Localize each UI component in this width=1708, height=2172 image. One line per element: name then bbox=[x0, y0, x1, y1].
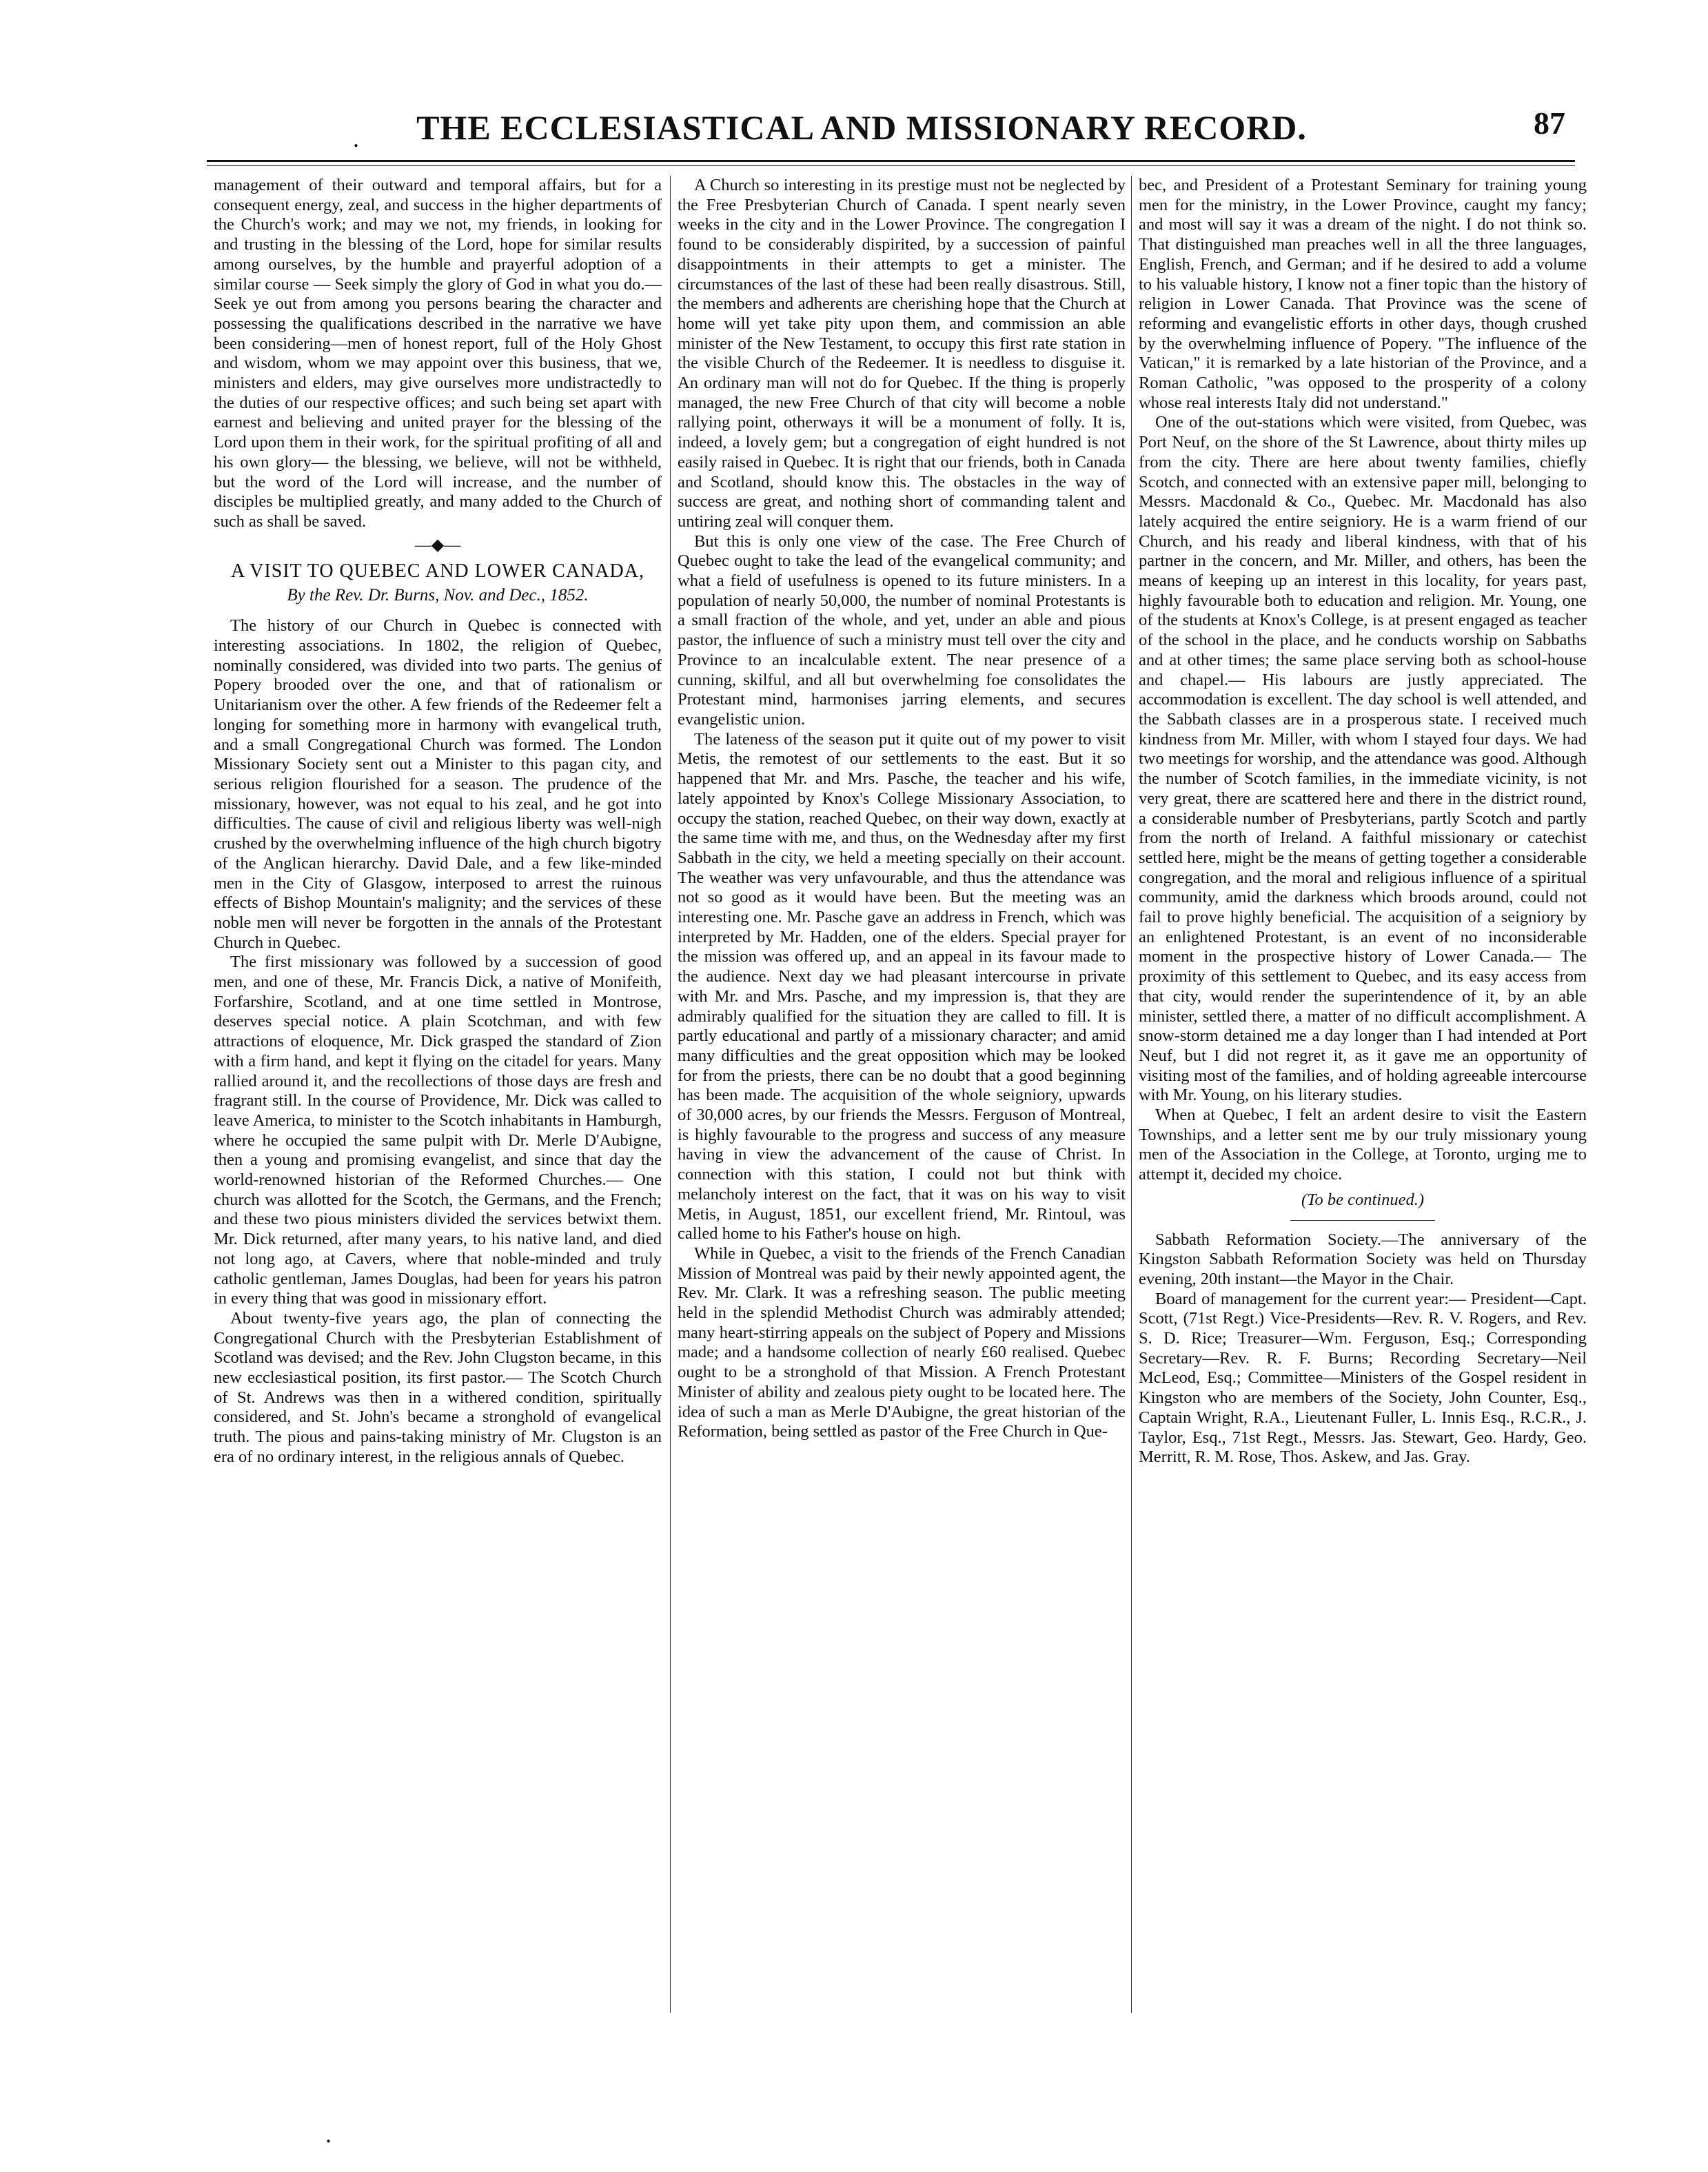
article-title: A VISIT TO QUEBEC AND LOWER CANADA, bbox=[231, 560, 644, 582]
margin-dot: . bbox=[353, 125, 359, 152]
column-right bbox=[1139, 176, 1587, 1468]
paragraph: The lateness of the season put it quite out of my power to visit Metis, the remotest of our settlements to the east. But it so happened that Mr. and Mrs. Pasche, the teacher and his wife, lately appointed by Knox's College Missionary Association, to occupy the station, reached Quebec, on their way down, exactly at the same time with me, and thus, on the Wednesday after my first Sabbath in the city, we held a meeting specially on their account. The weather was very unfavourable, and thus the attendance was not so good as it would have been. But the meeting was an interesting one. Mr. Pasche gave an address in French, which was interpreted by Mr. Hadden, one of the elders. Special prayer for the mission was offered up, and an appeal in its favour made to the audience. Next day we had pleasant intercourse in private with Mr. and Mrs. Pasche, and my impression is, that they are admirably qualified for the situation they are called to fill. It is partly educational and partly of a missionary character; and amid many difficulties and the great opposition which may be looked for from the priests, there can be no doubt that a good beginning has been made. The acquisition of the whole seigniory, upwards of 30,000 acres, by our friends the Messrs. Ferguson of Montreal, is highly favourable to the progress and success of any measure having in view the advancement of the cause of Christ. In connection with this station, I could not but think with melancholy interest on the fact, that it was on his way to visit Metis, in August, 1851, our excellent friend, Mr. Rintoul, was called home to his Father's house on high. bbox=[678, 729, 1126, 1244]
header-rule-thin bbox=[207, 165, 1575, 166]
paragraph: The first missionary was followed by a succession of good men, and one of these, Mr. Francis Dick, a native of Monifeith, Forfarshire, Scotland, and at one time settled in Montrose, deserves special notice. A plain Scotchman, and with few attractions of eloquence, Mr. Dick grasped the standard of Zion with a firm hand, and kept it flying on the citadel for years. Many rallied around it, and the recollections of those days are fresh and fragrant still. In the course of Providence, Mr. Dick was called to leave America, to minister to the Scotch inhabitants in Hamburgh, where he occupied the same pulpit with Dr. Merle D'Aubigne, then a young and promising evangelist, and since that day the world-renowned historian of the Reformed Churches.— One church was allotted for the Scotch, the Germans, and the French; and these two pious ministers divided the services betwixt them. Mr. Dick returned, after many years, to his native land, and died not long ago, at Cavers, where that noble-minded and truly catholic gentleman, James Douglas, had been for years his patron in every thing that was good in missionary effort. bbox=[214, 953, 662, 1308]
column-divider-left bbox=[670, 176, 671, 2013]
column-left bbox=[214, 176, 662, 1468]
paragraph: One of the out-stations which were visited, from Quebec, was Port Neuf, on the shore of the St Lawrence, about thirty miles up from the city. There are here about twenty families, chiefly Scotch, and connected with an extensive paper mill, belonging to Messrs. Macdonald & Co., Quebec. Mr. Macdonald has also lately acquired the entire seigniory. He is a warm friend of our Church, and his ready and liberal kindness, with that of his partner in the concern, and Mr. Miller, and others, has been the means of keeping up an interest in this locality, for years past, highly favourable both to education and religion. Mr. Young, one of the students at Knox's College, is at present engaged as teacher of the school in the place, and he conducts worship on Sabbaths and at other times; the same place serving both as school-house and chapel.— His labours are justly appreciated. The accommodation is excellent. The day school is well attended, and the Sabbath classes are in a prosperous state. I received much kindness from Mr. Miller, with whom I stayed four days. We had two meetings for worship, and the attendance was good. Although the number of Scotch families, in the immediate vicinity, is not very great, there are scattered here and there in the district round, a considerable number of Presbyterians, partly Scotch and partly from the north of Ireland. A faithful missionary or catechist settled here, might be the means of getting together a considerable congregation, and the moral and religious influence of a spiritual community, amid the darkness which broods around, could not fail to prove highly beneficial. The acquisition of a seigniory by an enlightened Protestant, is an event of no inconsiderable moment in the prospective history of Lower Canada.— The proximity of this settlement to Quebec, and its easy access from that city, would render the superintendence of it, by an able minister, settled there, a matter of no difficult accomplishment. A snow-storm detained me a day longer than I had intended at Port Neuf, but I did not regret it, as it gave me an opportunity of visiting most of the families, and of holding agreeable intercourse with Mr. Young, on his literary studies. bbox=[1139, 413, 1587, 1105]
paragraph: When at Quebec, I felt an ardent desire to visit the Eastern Townships, and a letter sent me by our truly missionary young men of the Association in the College, at Toronto, urging me to attempt it, decided my choice. bbox=[1139, 1106, 1587, 1184]
page-number: 87 bbox=[1534, 105, 1565, 141]
notice-paragraph: Sabbath Reformation Society.—The anniversary of the Kingston Sabbath Reformation Society was held on Thursday evening, 20th instant—the Mayor in the Chair. bbox=[1139, 1230, 1587, 1288]
margin-dot: . bbox=[325, 2120, 332, 2148]
notice-paragraph: Board of management for the current year:— President—Capt. Scott, (71st Regt.) Vice-Presidents—Rev. R. V. Rogers, and Rev. S. D. Rice; Treasurer—Wm. Ferguson, Esq.; Corresponding Secretary—Rev. R. F. Burns; Recording Secretary—Neil McLeod, Esq.; Committee—Ministers of the Gospel resident in Kingston who are members of the Society, John Counter, Esq., Captain Wright, R.A., Lieutenant Fuller, L. Innis Esq., R.C.R., J. Taylor, Esq., 71st Regt., Messrs. Jas. Stewart, Geo. Hardy, Geo. Merritt, R. M. Rose, Thos. Askew, and Jas. Gray. bbox=[1139, 1289, 1587, 1467]
article-byline: By the Rev. Dr. Burns, Nov. and Dec., 1852. bbox=[287, 585, 589, 605]
paragraph: But this is only one view of the case. The Free Church of Quebec ought to take the lead of the evangelical community; and what a field of usefulness is opened to its future ministers. In a population of nearly 50,000, the number of nominal Protestants is a small fraction of the whole, and yet, under an able and pious pastor, the influence of such a ministry must tell over the city and Province to an incalculable extent. The near presence of a cunning, skilful, and all but overwhelming foe consolidates the Protestant mind, harmonises jarring elements, and secures evangelistic union. bbox=[678, 531, 1126, 729]
paragraph: While in Quebec, a visit to the friends of the French Canadian Mission of Montreal was paid by their newly appointed agent, the Rev. Mr. Clark. It was a refreshing season. The public meeting held in the splendid Methodist Church was admirably attended; many heart-stirring appeals on the subject of Popery and Missions made; and a handsome collection of nearly £60 realised. Quebec ought to be a stronghold of that Mission. A French Protestant Minister of ability and zealous piety ought to be located here. The idea of such a man as Merle D'Aubigne, the great historian of the Reformation, being settled as pastor of the Free Church in Que- bbox=[678, 1244, 1126, 1441]
paragraph: bec, and President of a Protestant Seminary for training young men for the ministry, in the Lower Province, caught my fancy; and most will say it was a dream of the night. I do not think so. That distinguished man preaches well in all the three languages, English, French, and German; and if he desired to add a volume to his valuable history, I know not a finer topic than the history of religion in Lower Canada. That Province was the scene of reforming and evangelistic efforts in other days, though crushed by the overwhelming influence of Popery. "The influence of the Vatican," it is remarked by a late historian of the Province, and a Roman Catholic, "was opposed to the prosperity of a colony whose real interests Italy did not understand." bbox=[1139, 176, 1587, 412]
to-be-continued: (To be continued.) bbox=[1301, 1190, 1425, 1209]
page-header-title: THE ECCLESIASTICAL AND MISSIONARY RECORD. bbox=[416, 108, 1307, 147]
section-divider bbox=[1290, 1220, 1435, 1221]
paragraph: management of their outward and temporal affairs, but for a consequent energy, zeal, and success in the higher departments of the Church's work; and may we not, my friends, in looking for and trusting in the blessing of the Lord, hope for similar results among ourselves, by the humble and prayerful adoption of a similar course — Seek simply the glory of God in what you do.— Seek ye out from among you persons bearing the character and possessing the qualifications described in the narrative we have been considering—men of honest report, full of the Holy Ghost and wisdom, whom we may appoint over this business, that we, ministers and elders, may give ourselves more undistractedly to the duties of our respective offices; and such being set apart with earnest and believing and united prayer for the blessing of the Lord upon them in their work, for the spiritual profiting of all and his own glory— the blessing, we believe, will not be withheld, but the word of the Lord will increase, and the number of disciples be multiplied greatly, and many added to the Church of such as shall be saved. bbox=[214, 176, 662, 531]
section-ornament: —◆— bbox=[414, 536, 461, 554]
paragraph: The history of our Church in Quebec is connected with interesting associations. In 1802, the religion of Quebec, nominally considered, was divided into two parts. The genius of Popery brooded over the one, and that of rationalism or Unitarianism over the other. A few friends of the Redeemer felt a longing for something more in harmony with evangelical truth, and a small Congregational Church was formed. The London Missionary Society sent out a Minister to this pagan city, and serious religion flourished for a season. The prudence of the missionary, however, was not equal to his zeal, and he got into difficulties. The cause of civil and religious liberty was well-nigh crushed by the overwhelming influence of the high church bigotry of the Anglican hierarchy. David Dale, and a few like-minded men in the City of Glasgow, interposed to arrest the ruinous effects of Bishop Mountain's malignity; and the services of these noble men will never be forgotten in the annals of the Protestant Church in Quebec. bbox=[214, 616, 662, 952]
paragraph: A Church so interesting in its prestige must not be neglected by the Free Presbyterian Church of Canada. I spent nearly seven weeks in the city and in the Lower Province. The congregation I found to be considerably dispirited, by a succession of painful disappointments in their attempts to get a minister. The circumstances of the last of these had been really disastrous. Still, the members and adherents are cherishing hope that the Church at home will yet take pity upon them, and commission an able minister of the New Testament, to occupy this first rate station in the visible Church of the Redeemer. It is needless to disguise it. An ordinary man will not do for Quebec. If the thing is properly managed, the new Free Church of that city will become a noble rallying point, otherways it will be a monument of folly. It is, indeed, a lovely gem; but a congregation of eight hundred is not easily raised in Quebec. It is right that our friends, both in Canada and Scotland, should know this. The obstacles in the way of success are great, and nothing short of commanding talent and untiring zeal will conquer them. bbox=[678, 176, 1126, 531]
paragraph: About twenty-five years ago, the plan of connecting the Congregational Church with the Presbyterian Establishment of Scotland was devised; and the Rev. John Clugston became, in this new ecclesiastical position, its first pastor.— The Scotch Church of St. Andrews was then in a withered condition, spiritually considered, and St. John's became a stronghold of evangelical truth. The pious and pains-taking ministry of Mr. Clugston is an era of no ordinary interest, in the religious annals of Quebec. bbox=[214, 1308, 662, 1466]
column-divider-right bbox=[1131, 176, 1132, 2013]
column-middle bbox=[678, 176, 1126, 1442]
header-rule-thick bbox=[207, 160, 1575, 162]
